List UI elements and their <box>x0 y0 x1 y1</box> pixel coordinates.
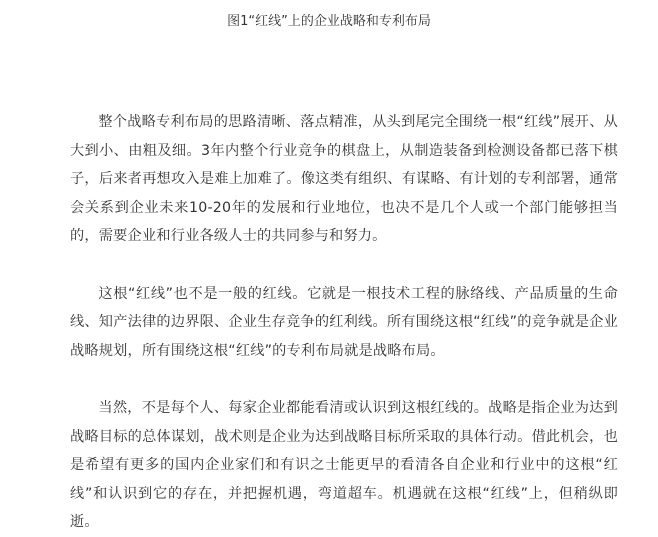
paragraph-red-line: 这根“红线”也不是一般的红线。它就是一根技术工程的脉络线、产品质量的生命线、知产法律的边界限、企业生存竞争的红利线。所有围绕这根“红线”的竞争就是企业战略规划，所有围绕这根“红线”的专利布局就是战略布局。 <box>70 285 618 359</box>
paragraph-opportunity: 当然，不是每个人、每家企业都能看清或认识到这根红线的。战略是指企业为达到战略目标的总体谋划，战术则是企业为达到战略目标所采取的具体行动。借此机会，也是希望有更多的国内企业家们和有识之士能更早的看清各自企业和行业中的这根“红线”和认识到它的存在，并把握机遇，弯道超车。机遇就在这根“红线”上，但稍纵即逝。 <box>70 400 618 530</box>
figure-caption: 图1“红线”上的企业战略和专利布局 <box>227 14 431 29</box>
paragraph-strategy-layout: 整个战略专利布局的思路清晰、落点精准，从头到尾完全围绕一根“红线”展开、从大到小、由粗及细。3年内整个行业竞争的棋盘上，从制造装备到检测设备都已落下棋子，后来者再想攻入是难上加难了。像这类有组织、有谋略、有计划的专利部署，通常会关系到企业未来10-20年的发展和行业地位，也决不是几个人或一个部门能够担当的，需要企业和行业各级人士的共同参与和努力。 <box>70 114 618 244</box>
article-body <box>70 108 618 537</box>
